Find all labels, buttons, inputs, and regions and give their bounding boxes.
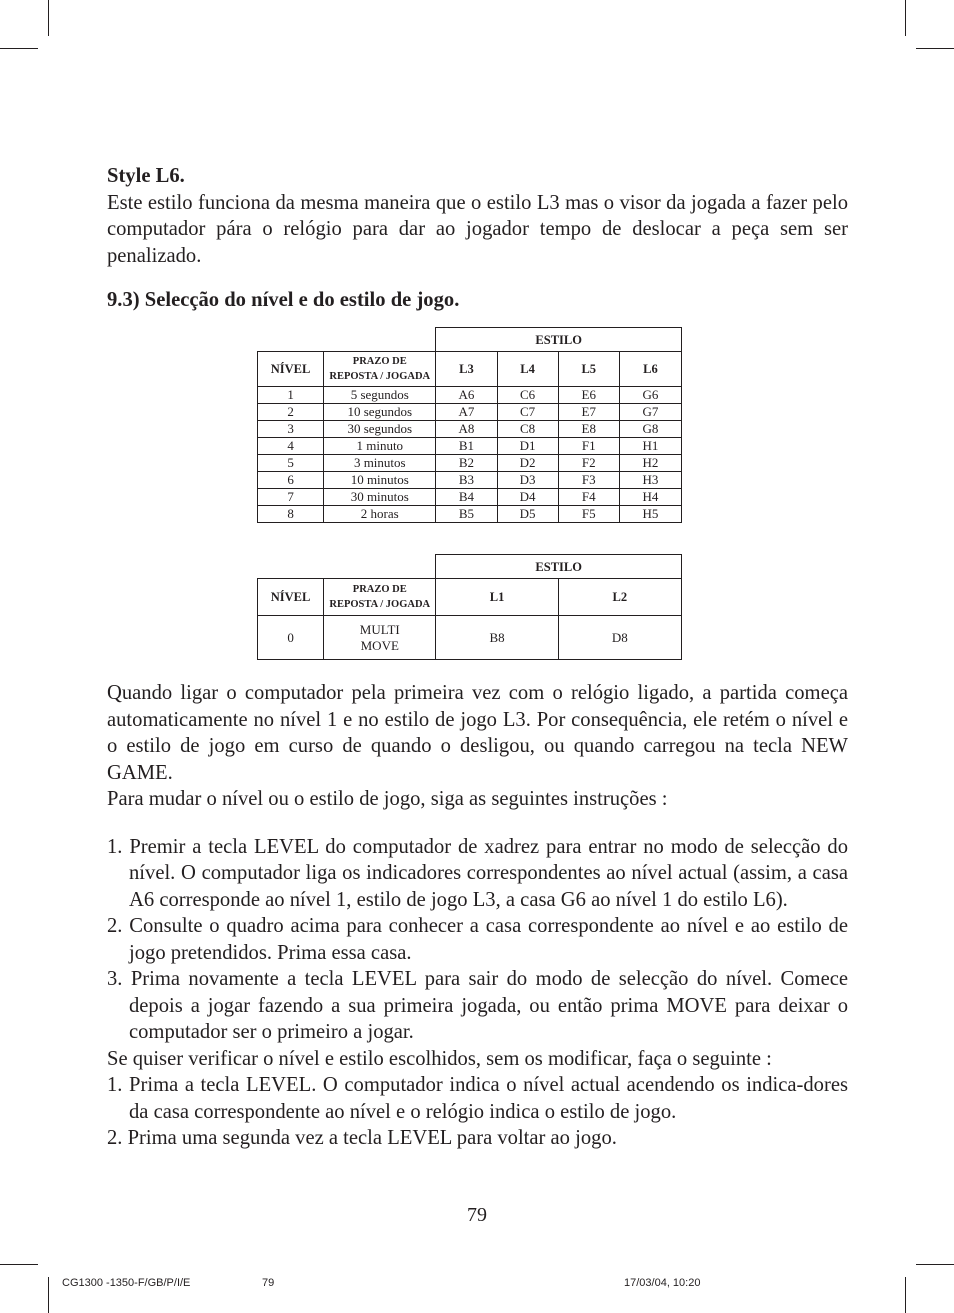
table-cell: 3: [258, 421, 324, 438]
estilo-header: ESTILO: [436, 555, 682, 579]
table-cell: B2: [436, 455, 497, 472]
level-header: NÍVEL: [258, 352, 324, 387]
table-cell: 8: [258, 506, 324, 523]
table-row: [258, 472, 682, 489]
crop-mark: [0, 1264, 38, 1265]
table-cell: 1 minuto: [324, 438, 436, 455]
list-item: 2. Consulte o quadro acima para conhecer a casa correspondente ao nível e ao estilo de jogo pretendidos. Prima essa casa.: [107, 915, 848, 964]
table-row: [258, 404, 682, 421]
style-l6-heading: Style L6.: [107, 165, 185, 187]
list-item: 1. Premir a tecla LEVEL do computador de xadrez para entrar no modo de selecção do nível. O computador liga os indicadores correspondentes ao nível actual (assim, a casa A6 corresponde ao nível 1, estilo de jogo L3, a casa G6 ao nível 1 do estilo L6).: [107, 835, 848, 911]
table-cell: 2 horas: [324, 506, 436, 523]
table-cell: H5: [619, 506, 681, 523]
table-cell: G8: [619, 421, 681, 438]
crop-mark: [916, 48, 954, 49]
table-cell: E6: [558, 387, 619, 404]
table-cell: H4: [619, 489, 681, 506]
style-header: L6: [619, 352, 681, 387]
table-cell: D1: [497, 438, 558, 455]
steps-list: [107, 834, 848, 1046]
table-cell: C7: [497, 404, 558, 421]
table-cell: 3 minutos: [324, 455, 436, 472]
time-header: PRAZO DE REPOSTA / JOGADA: [324, 352, 436, 387]
table-cell: C6: [497, 387, 558, 404]
table-cell: 0: [258, 616, 324, 660]
list-item: 3. Prima novamente a tecla LEVEL para sair do modo de selecção do nível. Comece depois a jogar fazendo a sua primeira jogada, ou então prima MOVE para deixar o computador ser o primeiro a jogar.: [107, 968, 848, 1043]
paragraph: Quando ligar o computador pela primeira vez com o relógio ligado, a partida começa automaticamente no nível 1 e no estilo de jogo L3. Por consequência, ele retém o nível e o estilo de jogo em curso de quando o desligou, ou quando carregou na tecla NEW GAME.: [107, 682, 848, 784]
table-cell: 5 segundos: [324, 387, 436, 404]
table-cell: G6: [619, 387, 681, 404]
table-cell: 2: [258, 404, 324, 421]
table-cell: 30 minutos: [324, 489, 436, 506]
page-number: 79: [467, 1204, 487, 1226]
crop-mark: [905, 0, 906, 36]
table-cell: F3: [558, 472, 619, 489]
list-item: 1. Prima a tecla LEVEL. O computador indica o nível actual acendendo os indica-dores da casa correspondente ao nível e o relógio indica o estilo de jogo.: [107, 1074, 848, 1123]
level-table: [257, 327, 682, 523]
style-l6-text: Este estilo funciona da mesma maneira que o estilo L3 mas o visor da jogada a fazer pelo computador pára o relógio para dar ao jogador tempo de deslocar a peça sem ser penalizado.: [107, 191, 848, 267]
style-header: L3: [436, 352, 497, 387]
table-cell: D4: [497, 489, 558, 506]
table-cell: H3: [619, 472, 681, 489]
estilo-header: ESTILO: [436, 328, 682, 352]
multimove-table: [257, 554, 682, 660]
table-cell: F1: [558, 438, 619, 455]
table-cell: B5: [436, 506, 497, 523]
table-cell: A7: [436, 404, 497, 421]
table-cell: D5: [497, 506, 558, 523]
footer-code: CG1300 -1350-F/GB/P/I/E: [62, 1277, 191, 1289]
table-row: [258, 506, 682, 523]
table-row: [258, 438, 682, 455]
paragraph: Se quiser verificar o nível e estilo escolhidos, sem os modificar, faça o seguinte :: [107, 1047, 772, 1070]
crop-mark: [0, 48, 38, 49]
table-row: [258, 421, 682, 438]
table-cell: B1: [436, 438, 497, 455]
table-row: [258, 489, 682, 506]
time-header: PRAZO DE REPOSTA / JOGADA: [324, 579, 436, 616]
table-cell: G7: [619, 404, 681, 421]
table-cell: 4: [258, 438, 324, 455]
table-cell: H2: [619, 455, 681, 472]
table-cell: B8: [436, 616, 558, 660]
footer-datetime: 17/03/04, 10:20: [624, 1277, 701, 1289]
list-item: 2. Prima uma segunda vez a tecla LEVEL para voltar ao jogo.: [107, 1127, 617, 1149]
table-cell: 5: [258, 455, 324, 472]
table-cell: F2: [558, 455, 619, 472]
crop-mark: [905, 1277, 906, 1313]
table-cell: MULTI MOVE: [324, 616, 436, 660]
table-cell: E8: [558, 421, 619, 438]
crop-mark: [916, 1264, 954, 1265]
table-cell: B3: [436, 472, 497, 489]
footer-page: 79: [262, 1277, 275, 1289]
table-cell: D8: [558, 616, 681, 660]
table-cell: H1: [619, 438, 681, 455]
table-cell: 1: [258, 387, 324, 404]
table-row: [258, 387, 682, 404]
table-cell: C8: [497, 421, 558, 438]
level-table-body: [258, 387, 682, 523]
instructions: [107, 680, 848, 1152]
crop-mark: [48, 0, 49, 36]
table-cell: D2: [497, 455, 558, 472]
table-cell: D3: [497, 472, 558, 489]
table-cell: 30 segundos: [324, 421, 436, 438]
table-cell: F5: [558, 506, 619, 523]
style-header: L1: [436, 579, 558, 616]
style-header: L4: [497, 352, 558, 387]
style-header: L2: [558, 579, 681, 616]
table-cell: 10 minutos: [324, 472, 436, 489]
table-cell: A6: [436, 387, 497, 404]
section-heading: 9.3) Selecção do nível e do estilo de jogo.: [107, 289, 460, 311]
checks-list: [107, 1072, 848, 1152]
table-cell: E7: [558, 404, 619, 421]
table-cell: 6: [258, 472, 324, 489]
table-cell: F4: [558, 489, 619, 506]
table-cell: 10 segundos: [324, 404, 436, 421]
table-cell: B4: [436, 489, 497, 506]
paragraph: Para mudar o nível ou o estilo de jogo, siga as seguintes instruções :: [107, 788, 668, 810]
crop-mark: [48, 1277, 49, 1313]
table-cell: A8: [436, 421, 497, 438]
table-row: [258, 455, 682, 472]
style-l6-block: [107, 163, 848, 269]
table-cell: 7: [258, 489, 324, 506]
style-header: L5: [558, 352, 619, 387]
level-header: NÍVEL: [258, 579, 324, 616]
